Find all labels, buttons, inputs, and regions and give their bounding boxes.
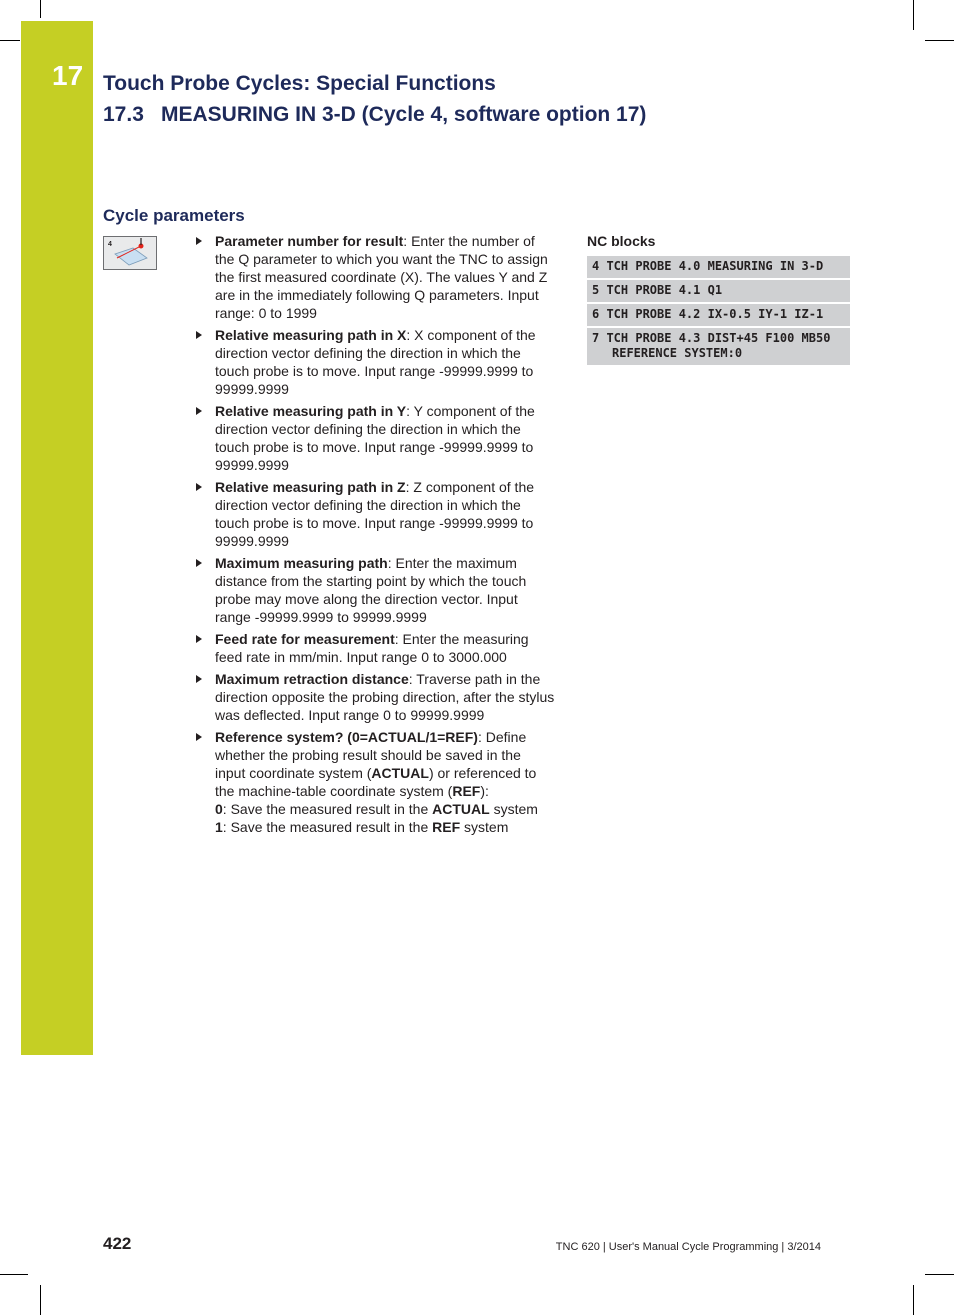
cycle-4-measuring-3d-icon bbox=[103, 236, 157, 270]
section-title bbox=[103, 103, 646, 127]
page-number: 422 bbox=[103, 1234, 132, 1253]
cycle-icon-label: 4 bbox=[108, 241, 112, 248]
nc-block-row: 5 TCH PROBE 4.1 Q1 bbox=[587, 280, 850, 302]
crop-mark bbox=[925, 1274, 954, 1275]
crop-mark bbox=[0, 1274, 28, 1275]
list-item: Maximum measuring path: Enter the maximum distance from the starting point by which the touch probe may move along the direction vector. Input range -99999.9999 to 99999.9999 bbox=[193, 554, 555, 626]
nc-block-row: 4 TCH PROBE 4.0 MEASURING IN 3-D bbox=[587, 256, 850, 278]
cycle-parameters-heading: Cycle parameters bbox=[103, 206, 245, 225]
footer-text: TNC 620 | User's Manual Cycle Programming | 3/2014 bbox=[555, 1241, 821, 1253]
section-number: 17.3 bbox=[103, 103, 144, 126]
section-title-text: MEASURING IN 3-D (Cycle 4, software option 17) bbox=[161, 103, 647, 126]
chapter-title: Touch Probe Cycles: Special Functions bbox=[103, 72, 496, 95]
chapter-number: 17 bbox=[52, 60, 84, 91]
list-item: Parameter number for result: Enter the number of the Q parameter to which you want the TNC to assign the first measured coordinate (X). The values Y and Z are in the immediately following Q parameters. Input range: 0 to 1999 bbox=[193, 232, 555, 322]
list-item: Relative measuring path in X: X component of the direction vector defining the direction in which the touch probe is to move. Input range -99999.9999 to 99999.9999 bbox=[193, 326, 555, 398]
list-item-reference-system: Reference system? (0=ACTUAL/1=REF): Define whether the probing result should be saved in the input coordinate system (ACTUAL) or referenced to the machine-table coordinate system (REF): 0: Save the measured result in the ACTUAL system 1: Save the measured result in the REF system bbox=[193, 728, 555, 836]
crop-mark bbox=[40, 0, 41, 18]
nc-block-row: 7 TCH PROBE 4.3 DIST+45 F100 MB50 REFERENCE SYSTEM:0 bbox=[587, 328, 850, 365]
crop-mark bbox=[913, 0, 914, 30]
parameter-list bbox=[193, 232, 555, 840]
nc-block-row: 6 TCH PROBE 4.2 IX-0.5 IY-1 IZ-1 bbox=[587, 304, 850, 326]
list-item: Relative measuring path in Z: Z component of the direction vector defining the direction in which the touch probe is to move. Input range -99999.9999 to 99999.9999 bbox=[193, 478, 555, 550]
crop-mark bbox=[913, 1285, 914, 1315]
list-item: Maximum retraction distance: Traverse path in the direction opposite the probing direction, after the stylus was deflected. Input range 0 to 99999.9999 bbox=[193, 670, 555, 724]
list-item: Relative measuring path in Y: Y component of the direction vector defining the direction in which the touch probe is to move. Input range -99999.9999 to 99999.9999 bbox=[193, 402, 555, 474]
nc-blocks-table bbox=[587, 256, 850, 367]
nc-blocks-heading: NC blocks bbox=[587, 233, 656, 249]
crop-mark bbox=[0, 40, 20, 41]
crop-mark bbox=[925, 40, 954, 41]
list-item: Feed rate for measurement: Enter the measuring feed rate in mm/min. Input range 0 to 3000.000 bbox=[193, 630, 555, 666]
chapter-sidebar bbox=[21, 21, 93, 1055]
crop-mark bbox=[40, 1285, 41, 1315]
